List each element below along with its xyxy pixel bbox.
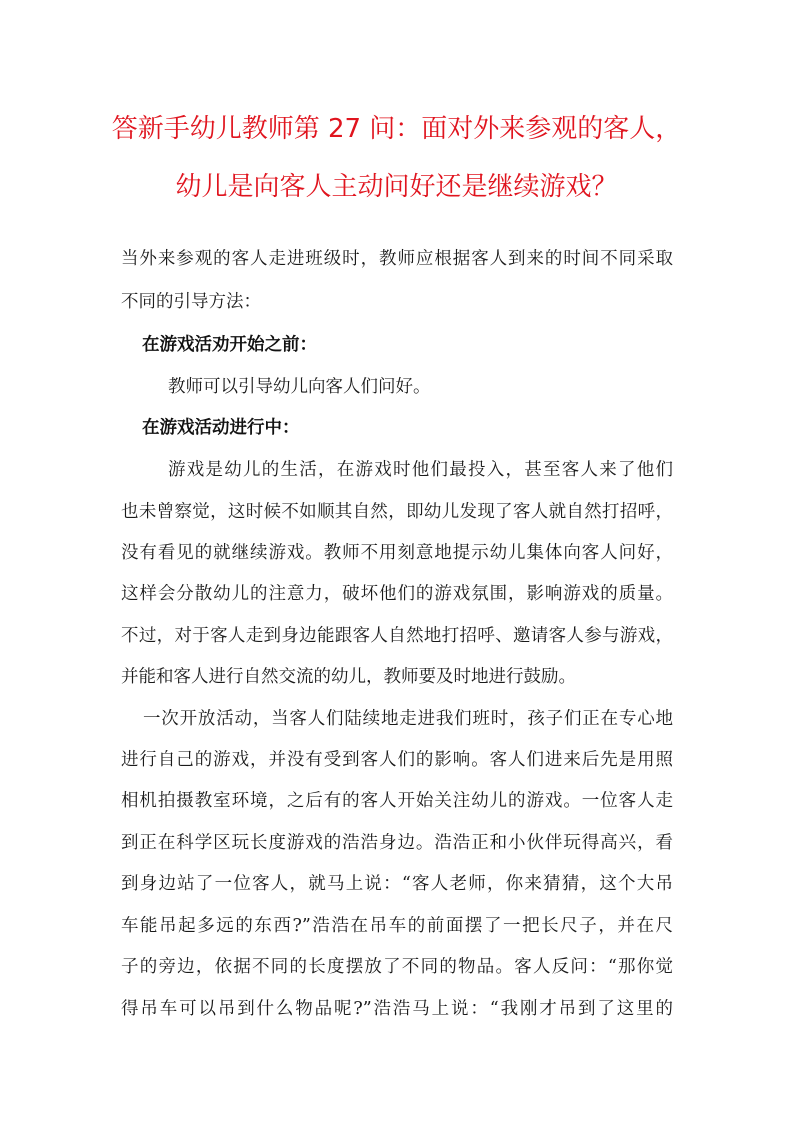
intro-line-1: 当外来参观的客人走进班级时，教师应根据客人到来的时间不同采取 [121, 249, 673, 269]
intro-line-2: 不同的引导方法： [121, 292, 261, 312]
paragraph-line: 这样会分散幼儿的注意力，破坏他们的游戏氛围，影响游戏的质量。 [121, 584, 673, 604]
story-line: 相机拍摄教室环境，之后有的客人开始关注幼儿的游戏。一位客人走 [121, 791, 673, 811]
story-line: 得吊车可以吊到什么物品呢?”浩浩马上说：“我刚才吊到了这里的 [121, 999, 673, 1019]
story-line: 到身边站了一位客人，就马上说：“客人老师，你来猜猜，这个大吊 [121, 874, 673, 894]
paragraph-line: 不过，对于客人走到身边能跟客人自然地打招呼、邀请客人参与游戏， [121, 626, 673, 646]
paragraph-line: 并能和客人进行自然交流的幼儿，教师要及时地进行鼓励。 [121, 667, 576, 687]
story-line: 到正在科学区玩长度游戏的浩浩身边。浩浩正和小伙伴玩得高兴，看 [121, 833, 673, 853]
document-title-line-1: 答新手幼儿教师第 27 问：面对外来参观的客人， [111, 114, 682, 144]
story-line: 子的旁边，依据不同的长度摆放了不同的物品。客人反问：“那你觉 [121, 957, 673, 977]
paragraph-line: 没有看见的就继续游戏。教师不用刻意地提示幼儿集体向客人问好， [121, 543, 673, 563]
paragraph-line: 游戏是幼儿的生活，在游戏时他们最投入，甚至客人来了他们 [168, 460, 673, 480]
story-line: 车能吊起多远的东西?”浩浩在吊车的前面摆了一把长尺子，并在尺 [121, 916, 673, 936]
story-line: 一次开放活动，当客人们陆续地走进我们班时，孩子们正在专心地 [143, 709, 673, 729]
paragraph-line: 也未曾察觉，这时候不如顺其自然，即幼儿发现了客人就自然打招呼， [121, 502, 673, 522]
document-title-line-2: 幼儿是向客人主动问好还是继续游戏？ [175, 172, 618, 202]
section-text-before-game: 教师可以引导幼儿向客人们问好。 [168, 377, 431, 397]
section-heading-during-game: 在游戏活动进行中： [142, 418, 300, 438]
section-heading-before-game: 在游戏活劝开始之前： [142, 335, 317, 355]
story-line: 进行自己的游戏，并没有受到客人们的影响。客人们进来后先是用照 [121, 750, 673, 770]
